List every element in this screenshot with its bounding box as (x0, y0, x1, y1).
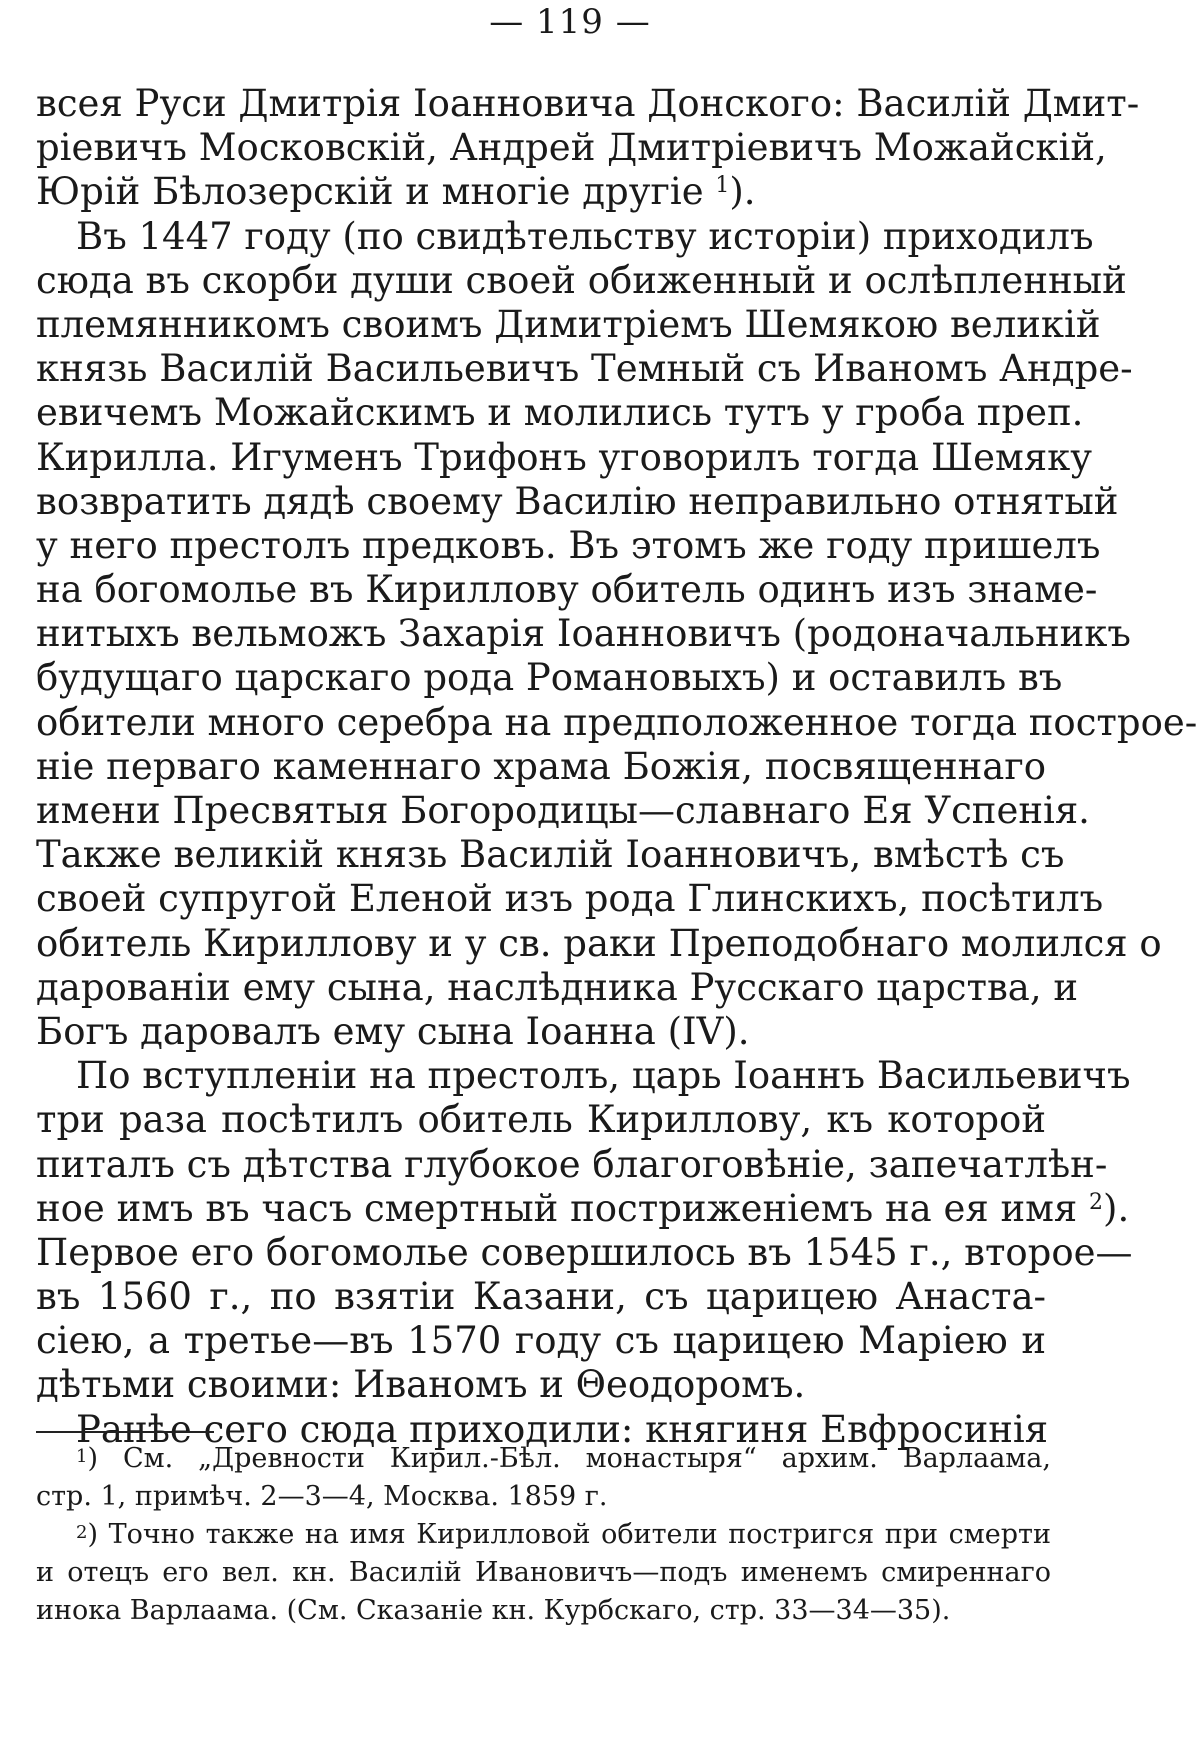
text-line: дѣтьми своими: Иваномъ и Θеодоромъ. (36, 1363, 806, 1407)
text-line: всея Руси Дмитрія Іоанновича Донского: Василій Дмит- (36, 82, 1140, 125)
main-text (36, 82, 1197, 1452)
text-line (36, 1186, 1130, 1231)
text-line: князь Василій Васильевичъ Темный съ Иваномъ Андре- (36, 347, 1133, 391)
footnotes (36, 1440, 1051, 1630)
text-line: своей супругой Еленой изъ рода Глинскихъ, посѣтилъ (36, 877, 1104, 921)
text-line: Богъ даровалъ ему сына Іоанна (IV). (36, 1009, 750, 1053)
text-line-trailing: ). (729, 170, 756, 214)
text-line: ніе перваго каменнаго храма Божія, посвященнаго (36, 744, 1046, 788)
text-line: возвратить дядѣ своему Василію неправильно отнятый (36, 479, 1119, 523)
footnote-mark-2: 2 (76, 1522, 88, 1543)
footnote-line (36, 1440, 1051, 1478)
text-line: сіею, а третье—въ 1570 году съ царицею Маріею и (36, 1319, 1046, 1363)
footnote-line: инока Варлаама. (См. Сказаніе кн. Курбскаго, стр. 33—34—35). (36, 1595, 951, 1626)
footnote-text: ) Точно также на имя Кирилловой обители постригся при смерти (87, 1519, 1051, 1550)
text-line: Первое его богомолье совершилось въ 1545 г., второе— (36, 1230, 1133, 1274)
text-line-trailing: ). (1103, 1186, 1130, 1230)
footnote-divider (36, 1431, 214, 1433)
text-line: три раза посѣтилъ обитель Кириллову, къ которой (36, 1098, 1046, 1142)
text-line: евичемъ Можайскимъ и молились тутъ у гроба преп. (36, 391, 1084, 435)
text-line: Также великій князь Василій Іоанновичъ, вмѣстѣ съ (36, 833, 1065, 877)
footnote-line: и отецъ его вел. кн. Василій Ивановичъ—подъ именемъ смиреннаго (36, 1557, 1051, 1588)
footnote-line: стр. 1, примѣч. 2—3—4, Москва. 1859 г. (36, 1481, 608, 1512)
text-line: имени Пресвятыя Богородицы—славнаго Ея Успенія. (36, 789, 1090, 832)
text-line: Кирилла. Игуменъ Трифонъ уговорилъ тогда Шемяку (36, 435, 1093, 479)
text-line (36, 170, 1046, 214)
footnote-ref-1: 1 (715, 173, 730, 199)
text-line: питалъ съ дѣтства глубокое благоговѣніе, запечатлѣн- (36, 1142, 1108, 1186)
text-line-content: Юрій Бѣлозерскій и многіе другіе (36, 170, 704, 214)
text-line: племянникомъ своимъ Димитріемъ Шемякою великій (36, 302, 1101, 346)
text-line: нитыхъ вельможъ Захарія Іоанновичъ (родоначальникъ (36, 612, 1131, 656)
text-line-content: ное имъ въ часъ смертный постриженіемъ на ея имя (36, 1186, 1078, 1230)
page-number: — 119 — (489, 2, 651, 42)
footnote-mark-1: 1 (76, 1446, 88, 1467)
text-line: сюда въ скорби души своей обиженный и ослѣпленный (36, 258, 1127, 302)
text-line: обители много серебра на предположенное тогда построе- (36, 700, 1197, 744)
footnote-ref-2: 2 (1089, 1189, 1104, 1215)
footnote-text: ) См. „Древности Кирил.-Бѣл. монастыря“ архим. Варлаама, (87, 1443, 1051, 1474)
text-line: Въ 1447 году (по свидѣтельству исторіи) приходилъ (76, 214, 1094, 258)
text-line: будущаго царскаго рода Романовыхъ) и оставилъ въ (36, 656, 1063, 700)
footnote-line (36, 1516, 1051, 1554)
text-line: на богомолье въ Кириллову обитель одинъ изъ знаме- (36, 568, 1098, 612)
text-line: въ 1560 г., по взятіи Казани, съ царицею Анаста- (36, 1275, 1046, 1319)
text-line: у него престолъ предковъ. Въ этомъ же году пришелъ (36, 523, 1101, 567)
text-line: обитель Кириллову и у св. раки Преподобнаго молился о (36, 921, 1162, 965)
text-line: По вступленіи на престолъ, царь Іоаннъ Васильевичъ (76, 1054, 1131, 1098)
text-line: Ранѣе сего сюда приходили: княгиня Евфросинія (76, 1407, 1049, 1451)
text-line: ріевичъ Московскій, Андрей Дмитріевичъ Можайскій, (36, 126, 1107, 170)
text-line: дарованіи ему сына, наслѣдника Русскаго царства, и (36, 965, 1079, 1009)
